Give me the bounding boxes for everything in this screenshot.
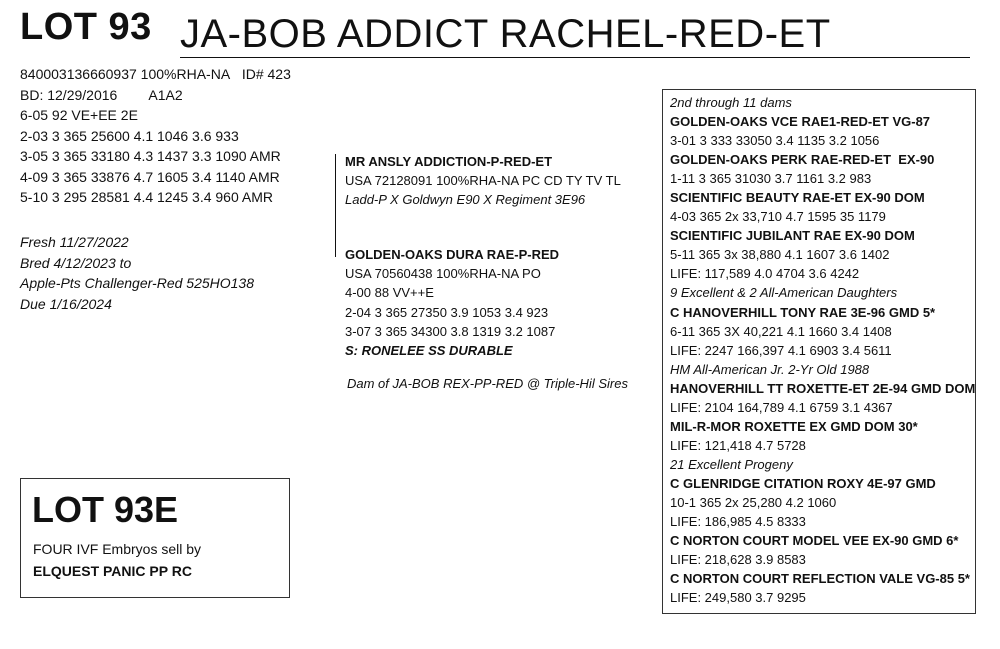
dam-name-line: C HANOVERHILL TONY RAE 3E-96 GMD 5*	[670, 304, 936, 320]
dam-record-line: LIFE: 218,628 3.9 8583	[670, 552, 806, 568]
dam-name-line: SCIENTIFIC JUBILANT RAE EX-90 DOM	[670, 228, 915, 244]
sire-pedigree: Ladd-P X Goldwyn E90 X Regiment 3E96	[345, 192, 586, 207]
sire-registration: USA 72128091 100%RHA-NA PC CD TY TV TL	[345, 173, 621, 188]
dam-name-line: C GLENRIDGE CITATION ROXY 4E-97 GMD	[670, 475, 936, 491]
dam-name-line: HANOVERHILL TT ROXETTE-ET 2E-94 GMD DOM	[670, 380, 976, 396]
maternal-line-box	[662, 89, 976, 614]
lot-number: LOT 93	[20, 6, 152, 48]
dam-record-line: LIFE: 2104 164,789 4.1 6759 3.1 4367	[670, 399, 893, 415]
fresh-date: Fresh 11/27/2022	[20, 234, 129, 250]
production-record: 5-10 3 295 28581 4.4 1245 3.4 960 AMR	[20, 189, 273, 205]
embryo-lot-box	[20, 478, 290, 598]
embryo-description: FOUR IVF Embryos sell by	[33, 541, 202, 557]
dam-record-line: LIFE: 186,985 4.5 8333	[670, 514, 806, 530]
dam-record-line: LIFE: 2247 166,397 4.1 6903 3.4 5611	[670, 342, 892, 358]
dam-record-line: LIFE: 117,589 4.0 4704 3.6 4242	[670, 266, 860, 282]
dam-block	[345, 245, 559, 360]
dam-name-line: GOLDEN-OAKS VCE RAE1-RED-ET VG-87	[670, 114, 931, 130]
dam-record-line: 1-11 3 365 31030 3.7 1161 3.2 983	[670, 171, 872, 187]
bred-to-sire: Apple-Pts Challenger-Red 525HO138	[20, 275, 254, 291]
sire-name: MR ANSLY ADDICTION-P-RED-ET	[345, 154, 553, 169]
dam-note-line: 9 Excellent & 2 All-American Daughters	[670, 285, 898, 301]
dam-registration: USA 70560438 100%RHA-NA PO	[345, 266, 541, 282]
registration-line: 840003136660937 100%RHA-NA ID# 423	[20, 66, 291, 82]
animal-info	[20, 64, 291, 208]
dam-sire: S: RONELEE SS DURABLE	[345, 343, 513, 359]
dam-record: 3-07 3 365 34300 3.8 1319 3.2 1087	[345, 323, 556, 339]
production-record: 4-09 3 365 33876 4.7 1605 3.4 1140 AMR	[20, 168, 280, 185]
pedigree-divider	[335, 154, 336, 257]
classification-line: 6-05 92 VE+EE 2E	[20, 107, 138, 123]
production-record: 2-03 3 365 25600 4.1 1046 3.6 933	[20, 127, 239, 144]
dam-note-line: HM All-American Jr. 2-Yr Old 1988	[670, 361, 870, 377]
bred-date: Bred 4/12/2023 to	[20, 254, 132, 271]
dam-record-line: 10-1 365 2x 25,280 4.2 1060	[670, 494, 837, 510]
animal-name: JA-BOB ADDICT RACHEL-RED-ET	[180, 12, 831, 56]
embryo-sire: ELQUEST PANIC PP RC	[33, 563, 192, 579]
sire-block	[345, 152, 621, 209]
dam-record: 2-04 3 365 27350 3.9 1053 3.4 923	[345, 304, 549, 320]
breeding-info	[20, 232, 254, 314]
dam-name-line: C NORTON COURT MODEL VEE EX-90 GMD 6*	[670, 533, 959, 549]
dam-name-line: MIL-R-MOR ROXETTE EX GMD DOM 30*	[670, 418, 918, 434]
dam-note-line: 2nd through 11 dams	[670, 95, 792, 110]
dam-name-line: SCIENTIFIC BEAUTY RAE-ET EX-90 DOM	[670, 190, 925, 206]
dam-record-line: LIFE: 121,418 4.7 5728	[670, 437, 806, 453]
dam-note: Dam of JA-BOB REX-PP-RED @ Triple-Hil Sires	[347, 376, 628, 391]
dam-record-line: 3-01 3 333 33050 3.4 1135 3.2 1056	[670, 133, 880, 149]
dam-name-line: GOLDEN-OAKS PERK RAE-RED-ET EX-90	[670, 152, 935, 168]
embryo-lot-number: LOT 93E	[32, 489, 179, 530]
dam-record-line: LIFE: 249,580 3.7 9295	[670, 590, 806, 606]
dam-note-line: 21 Excellent Progeny	[670, 456, 793, 472]
title-underline	[180, 57, 970, 58]
production-record: 3-05 3 365 33180 4.3 1437 3.3 1090 AMR	[20, 148, 281, 164]
birth-date-line: BD: 12/29/2016 A1A2	[20, 86, 183, 103]
dam-name-line: C NORTON COURT REFLECTION VALE VG-85 5*	[670, 571, 970, 587]
dam-record-line: 5-11 365 3x 38,880 4.1 1607 3.6 1402	[670, 247, 890, 263]
dam-record-line: 4-03 365 2x 33,710 4.7 1595 35 1179	[670, 209, 886, 225]
dam-record-line: 6-11 365 3X 40,221 4.1 1660 3.4 1408	[670, 323, 892, 339]
due-date: Due 1/16/2024	[20, 295, 112, 312]
dam-score: 4-00 88 VV++E	[345, 285, 434, 301]
dam-name: GOLDEN-OAKS DURA RAE-P-RED	[345, 247, 560, 262]
